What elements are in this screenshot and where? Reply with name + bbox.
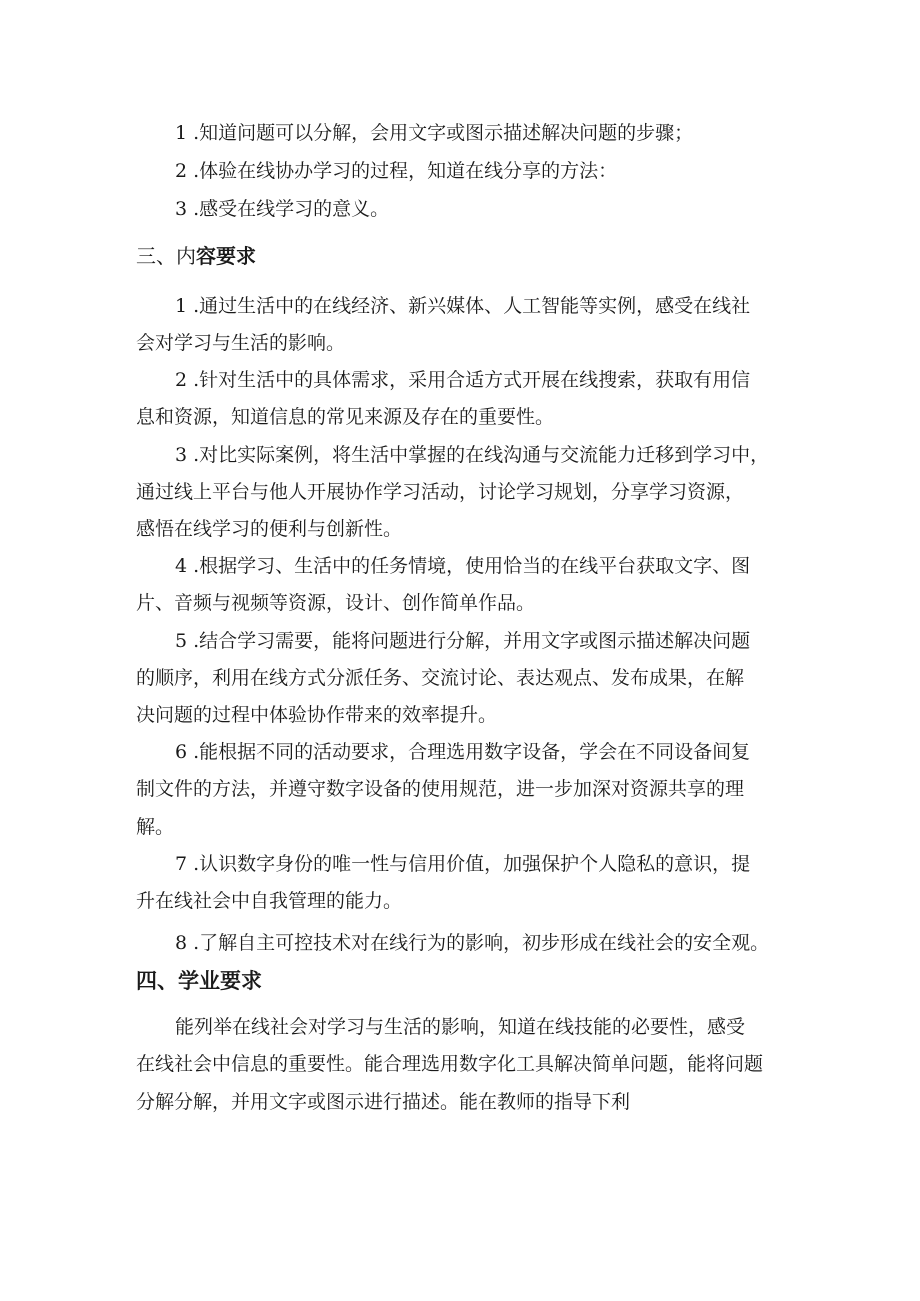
paragraph-line: 分解分解，并用文字或图示进行描述。能在教师的指导下利: [136, 1091, 631, 1113]
paragraph-line: 制文件的方法，并遵守数字设备的使用规范，进一步加深对资源共享的理: [136, 778, 745, 800]
paragraph-line: 决问题的过程中体验协作带来的效率提升。: [136, 704, 498, 726]
section-heading-prefix: 三、内: [136, 244, 196, 268]
paragraph-line: 升在线社会中自我管理的能力。: [136, 890, 403, 912]
paragraph-line: 息和资源，知道信息的常见来源及存在的重要性。: [136, 406, 555, 428]
goal-item: 3 .感受在线学习的意义。: [175, 198, 390, 220]
section-heading: 四、学业要求: [136, 969, 262, 993]
paragraph-line: 4 .根据学习、生活中的任务情境，使用恰当的在线平台获取文字、图: [175, 555, 751, 577]
paragraph-line: 能列举在线社会对学习与生活的影响，知道在线技能的必要性，感受: [175, 1016, 746, 1038]
paragraph-line: 在线社会中信息的重要性。能合理选用数字化工具解决简单问题，能将问题: [136, 1053, 764, 1075]
paragraph-line: 会对学习与生活的影响。: [136, 332, 346, 354]
paragraph-line: 7 .认识数字身份的唯一性与信用价值，加强保护个人隐私的意识，提: [175, 853, 751, 875]
paragraph-line: 的顺序，利用在线方式分派任务、交流讨论、表达观点、发布成果，在解: [136, 667, 745, 689]
paragraph-line: 5 .结合学习需要，能将问题进行分解，并用文字或图示描述解决问题: [175, 630, 751, 652]
goal-item: 1 .知道问题可以分解，会用文字或图示描述解决问题的步骤；: [175, 122, 694, 144]
section-heading: [136, 244, 256, 268]
goal-item: 2 .体验在线协办学习的过程，知道在线分享的方法：: [175, 160, 618, 182]
paragraph-line: 感悟在线学习的便利与创新性。: [136, 518, 403, 540]
paragraph-line: 2 .针对生活中的具体需求，采用合适方式开展在线搜索，获取有用信: [175, 369, 751, 391]
paragraph-line: 3 .对比实际案例，将生活中掌握的在线沟通与交流能力迁移到学习中，: [175, 444, 770, 466]
section-heading-bold: 容要求: [196, 244, 256, 268]
paragraph-line: 通过线上平台与他人开展协作学习活动，讨论学习规划，分享学习资源，: [136, 481, 745, 503]
paragraph-line: 1 .通过生活中的在线经济、新兴媒体、人工智能等实例，感受在线社: [175, 295, 751, 317]
paragraph-line: 片、音频与视频等资源，设计、创作简单作品。: [136, 592, 536, 614]
paragraph-line: 6 .能根据不同的活动要求，合理选用数字设备，学会在不同设备间复: [175, 741, 751, 763]
paragraph-line: 解。: [136, 816, 175, 838]
paragraph-line: 8 .了解自主可控技术对在线行为的影响，初步形成在线社会的安全观。: [175, 932, 770, 954]
